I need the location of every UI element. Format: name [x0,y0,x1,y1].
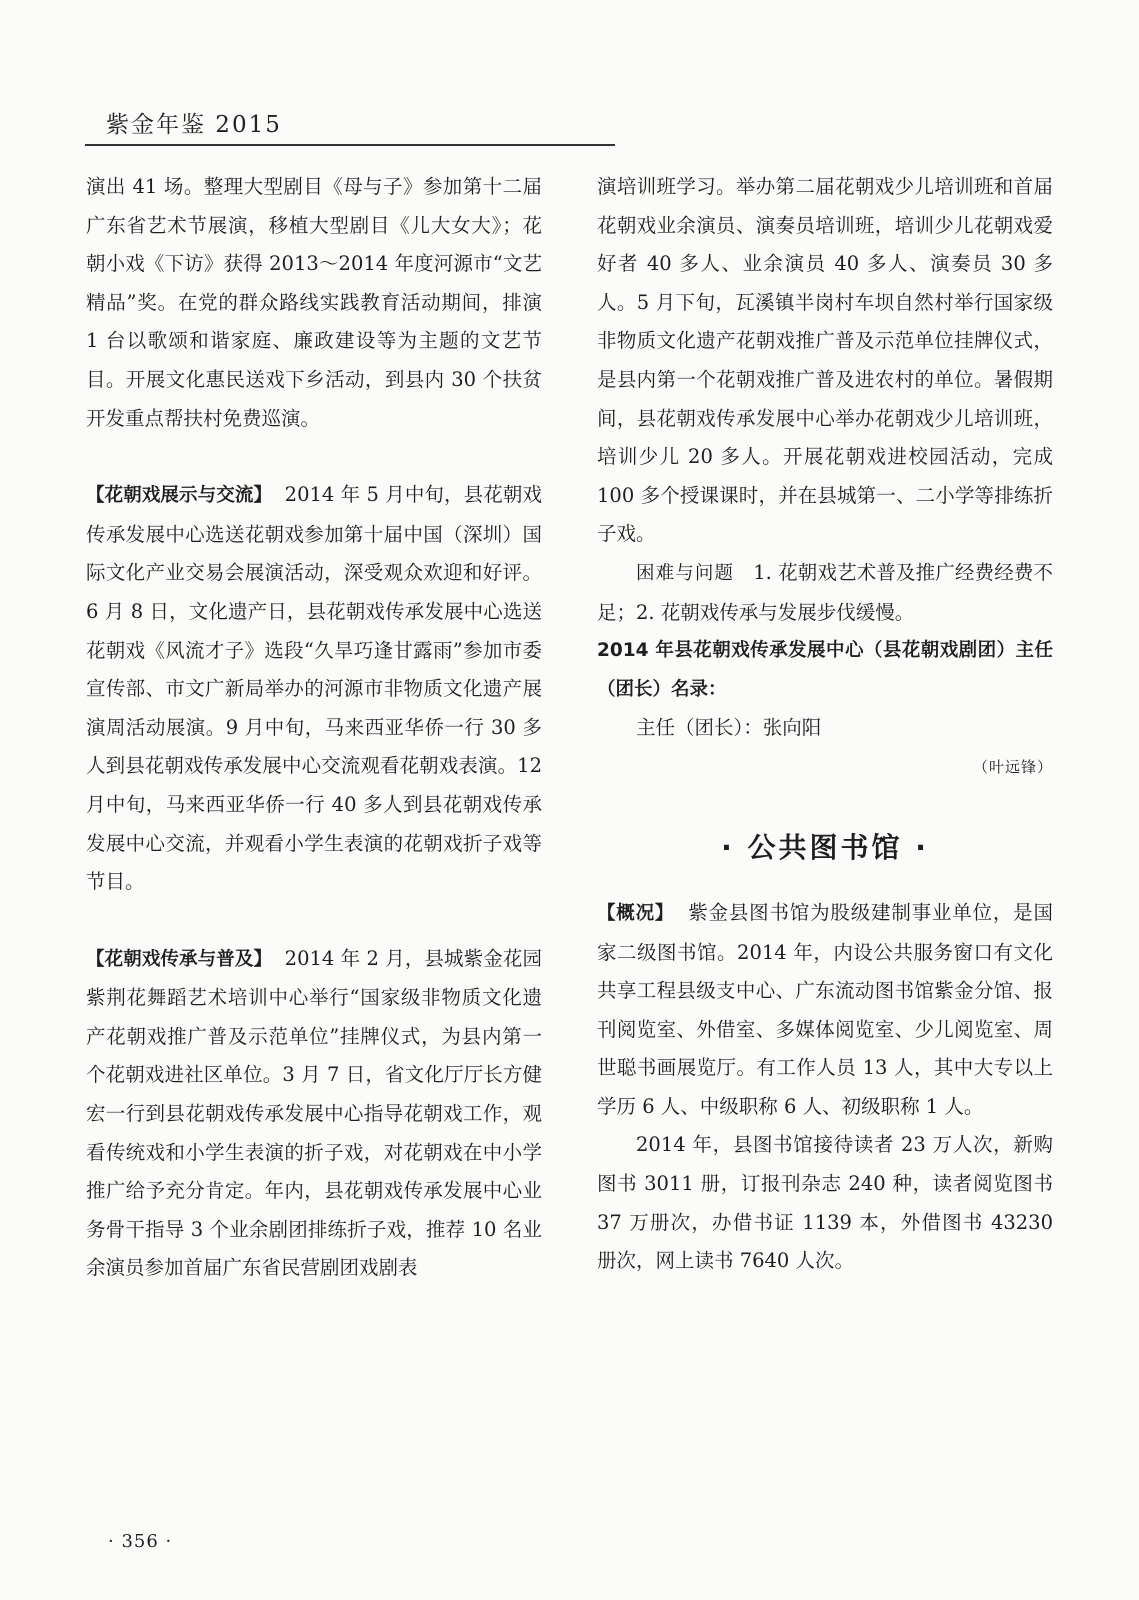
problems-label: 困难与问题 [636,562,735,584]
roster-entry: 主任（团长）：张向阳 [636,716,822,740]
paragraph-gap [86,902,542,940]
roster-heading: 2014 年县花朝戏传承发展中心（县花朝戏剧团）主任（团长）名录： [597,640,1053,700]
section-heading-inheritance: 【花朝戏传承与普及】 [86,948,273,970]
problems-paragraph [597,554,1053,632]
section-heading-exhibition: 【花朝戏展示与交流】 [86,485,273,507]
section-huachao-exhibition [86,476,542,902]
library-overview [597,894,1053,1127]
library-statistics: 2014 年，县图书馆接待读者 23 万人次，新购图书 3011 册，订报刊杂志 240 种，读者阅览图书 37 万册次，办借书证 1139 本，外借图书 43230 册次，网上读书 7640 人次。 [597,1133,1053,1273]
section-body-inheritance: 2014 年 2 月，县城紫金花园紫荆花舞蹈艺术培训中心举行“国家级非物质文化遗产花朝戏推广普及示范单位”挂牌仪式，为县内第一个花朝戏进社区单位。3 月 7 日，省文化厅厅长方健宏一行到县花朝戏传承发展中心指导花朝戏工作，观看传统戏和小学生表演的折子戏，对花朝戏在中小学推广给予充分肯定。年内，县花朝戏传承发展中心业务骨干指导 3 个业余剧团排练折子戏，推荐 10 名业余演员参加首届广东省民营剧团戏剧表 [86,946,542,1280]
section-body-exhibition: 2014 年 5 月中旬，县花朝戏传承发展中心选送花朝戏参加第十届中国（深圳）国际文化产业交易会展演活动，深受观众欢迎和好评。6 月 8 日，文化遗产日，县花朝戏传承发展中心选送花朝戏《风流才子》选段“久旱巧逢甘露雨”参加市委宣传部、市文广新局举办的河源市非物质文化遗产展演周活动展演。9 月中旬，马来西亚华侨一行 30 多人到县花朝戏传承发展中心交流观看花朝戏表演。12 月中旬，马来西亚华侨一行 40 多人到县花朝戏传承发展中心交流，并观看小学生表演的花朝戏折子戏等节目。 [86,483,542,894]
library-overview-body: 紫金县图书馆为股级建制事业单位，是国家二级图书馆。2014 年，内设公共服务窗口有文化共享工程县级支中心、广东流动图书馆紫金分馆、报刊阅览室、外借室、多媒体阅览室、少儿阅览室、周世聪书画展览厅。有工作人员 13 人，其中大专以上学历 6 人、中级职称 6 人、初级职称 1 人。 [597,900,1053,1118]
right-column [597,168,1053,1281]
page-number: · 356 · [108,1531,173,1552]
right-paragraph-1: 演培训班学习。举办第二届花朝戏少儿培训班和首届花朝戏业余演员、演奏员培训班，培训少儿花朝戏爱好者 40 多人、业余演员 40 多人、演奏员 30 多人。5 月下旬，瓦溪镇半岗村车坝自然村举行国家级非物质文化遗产花朝戏推广普及示范单位挂牌仪式，是县内第一个花朝戏推广普及进农村的单位。暑假期间，县花朝戏传承发展中心举办花朝戏少儿培训班，培训少儿 20 多人。开展花朝戏进校园活动，完成 100 多个授课课时，并在县城第一、二小学等排练折子戏。 [597,175,1053,546]
header-rule [85,144,615,146]
author-credit: （叶远锋） [972,757,1053,776]
left-column [86,168,542,1288]
paragraph-gap [86,438,542,476]
left-paragraph-1: 演出 41 场。整理大型剧目《母与子》参加第十二届广东省艺术节展演，移植大型剧目《儿大女大》；花朝小戏《下访》获得 2013～2014 年度河源市“文艺精品”奖。在党的群众路线实践教育活动期间，排演 1 台以歌颂和谐家庭、廉政建设等为主题的文艺节目。开展文化惠民送戏下乡活动，到县内 30 个扶贫开发重点帮扶村免费巡演。 [86,175,542,430]
library-overview-heading: 【概况】 [597,902,675,924]
running-header: 紫金年鉴 2015 [106,112,282,138]
section-title-public-library: · 公共图书馆 · [721,830,929,864]
problems-body: 1. 花朝戏艺术普及推广经费经费不足；2. 花朝戏传承与发展步伐缓慢。 [597,560,1053,624]
section-huachao-inheritance [86,940,542,1288]
